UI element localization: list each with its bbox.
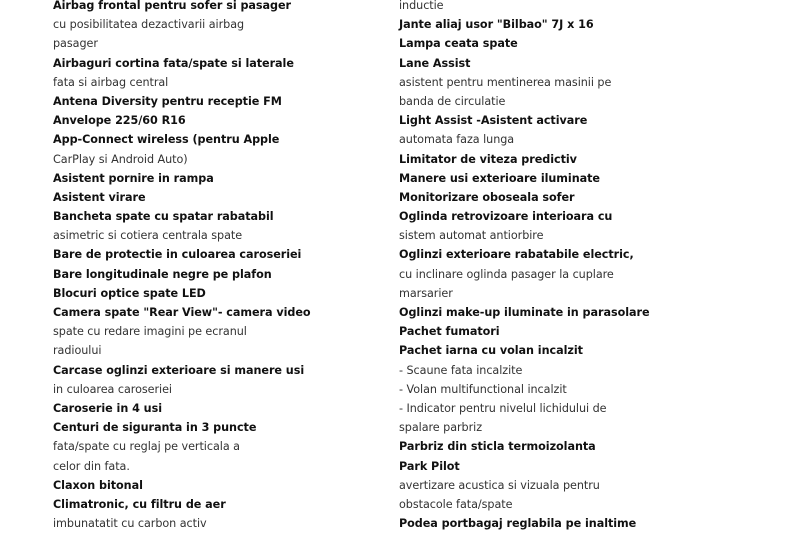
feature-description: obstacole fata/spate (399, 497, 513, 511)
feature-description: marsarier (399, 286, 453, 300)
feature-title: Parbriz din sticla termoizolanta (399, 440, 596, 454)
feature-title: Centuri de siguranta in 3 puncte (53, 421, 257, 435)
feature-title: Anvelope 225/60 R16 (53, 114, 186, 128)
feature-description: fata si airbag central (53, 75, 169, 89)
feature-description: asimetric si cotiera centrala spate (53, 229, 243, 243)
feature-title: Jante aliaj usor "Bilbao" 7J x 16 (399, 18, 594, 32)
feature-description: - Scaune fata incalzite (399, 363, 523, 377)
feature-description: - Volan multifunctional incalzit (399, 382, 567, 396)
feature-title: Airbag frontal pentru sofer si pasager (53, 0, 291, 12)
feature-description: in culoarea caroseriei (53, 382, 172, 396)
features-column-right (399, 0, 729, 533)
feature-description: cu inclinare oglinda pasager la cuplare (399, 267, 614, 281)
feature-title: Asistent pornire in rampa (53, 171, 214, 185)
feature-description: inductie (399, 0, 444, 12)
features-column-left (53, 0, 353, 533)
feature-description: cu posibilitatea dezactivarii airbag (53, 18, 245, 32)
feature-title: Camera spate "Rear View"- camera video (53, 306, 311, 319)
feature-description: avertizare acustica si vizuala pentru (399, 478, 600, 492)
feature-description: automata faza lunga (399, 133, 515, 147)
feature-title: Bancheta spate cu spatar rabatabil (53, 210, 274, 224)
feature-title: App-Connect wireless (pentru Apple (53, 133, 280, 147)
feature-title: Asistent virare (53, 190, 146, 204)
feature-title: Manere usi exterioare iluminate (399, 171, 600, 185)
feature-title: Bare longitudinale negre pe plafon (53, 267, 272, 281)
feature-title: Airbaguri cortina fata/spate si laterale (53, 56, 294, 70)
feature-description: spate cu redare imagini pe ecranul (53, 325, 247, 339)
feature-title: Antena Diversity pentru receptie FM (53, 94, 282, 108)
feature-description: radioului (53, 344, 102, 358)
feature-description: pasager (53, 37, 98, 51)
feature-title: Oglinzi make-up iluminate in parasolare (399, 306, 650, 319)
feature-title: Carcase oglinzi exterioare si manere usi (53, 363, 305, 377)
feature-title: Climatronic, cu filtru de aer (53, 497, 226, 511)
feature-title: Oglinzi exterioare rabatabile electric, (399, 248, 634, 262)
feature-title: Limitator de viteza predictiv (399, 152, 577, 166)
feature-title: Light Assist -Asistent activare (399, 114, 588, 128)
feature-title: Lampa ceata spate (399, 37, 518, 51)
feature-title: Pachet fumatori (399, 325, 500, 339)
feature-description: spalare parbriz (399, 421, 483, 435)
feature-title: Bare de protectie in culoarea caroseriei (53, 248, 302, 262)
feature-description: asistent pentru mentinerea masinii pe (399, 75, 612, 89)
feature-title: Pachet iarna cu volan incalzit (399, 344, 583, 358)
feature-description: banda de circulatie (399, 94, 506, 108)
feature-title: Park Pilot (399, 459, 460, 473)
feature-title: Blocuri optice spate LED (53, 286, 206, 300)
feature-title: Claxon bitonal (53, 478, 143, 492)
feature-title: Oglinda retrovizoare interioara cu (399, 210, 613, 224)
feature-description: celor din fata. (53, 459, 130, 473)
feature-title: Monitorizare oboseala sofer (399, 190, 575, 204)
feature-title: Podea portbagaj reglabila pe inaltime (399, 517, 637, 531)
feature-title: Caroserie in 4 usi (53, 401, 162, 415)
feature-description: sistem automat antiorbire (399, 229, 544, 243)
feature-description: - Indicator pentru nivelul lichidului de (399, 401, 607, 415)
feature-description: CarPlay si Android Auto) (53, 152, 188, 166)
feature-description: fata/spate cu reglaj pe verticala a (53, 440, 240, 454)
feature-description: imbunatatit cu carbon activ (53, 517, 207, 531)
feature-title: Lane Assist (399, 56, 471, 70)
